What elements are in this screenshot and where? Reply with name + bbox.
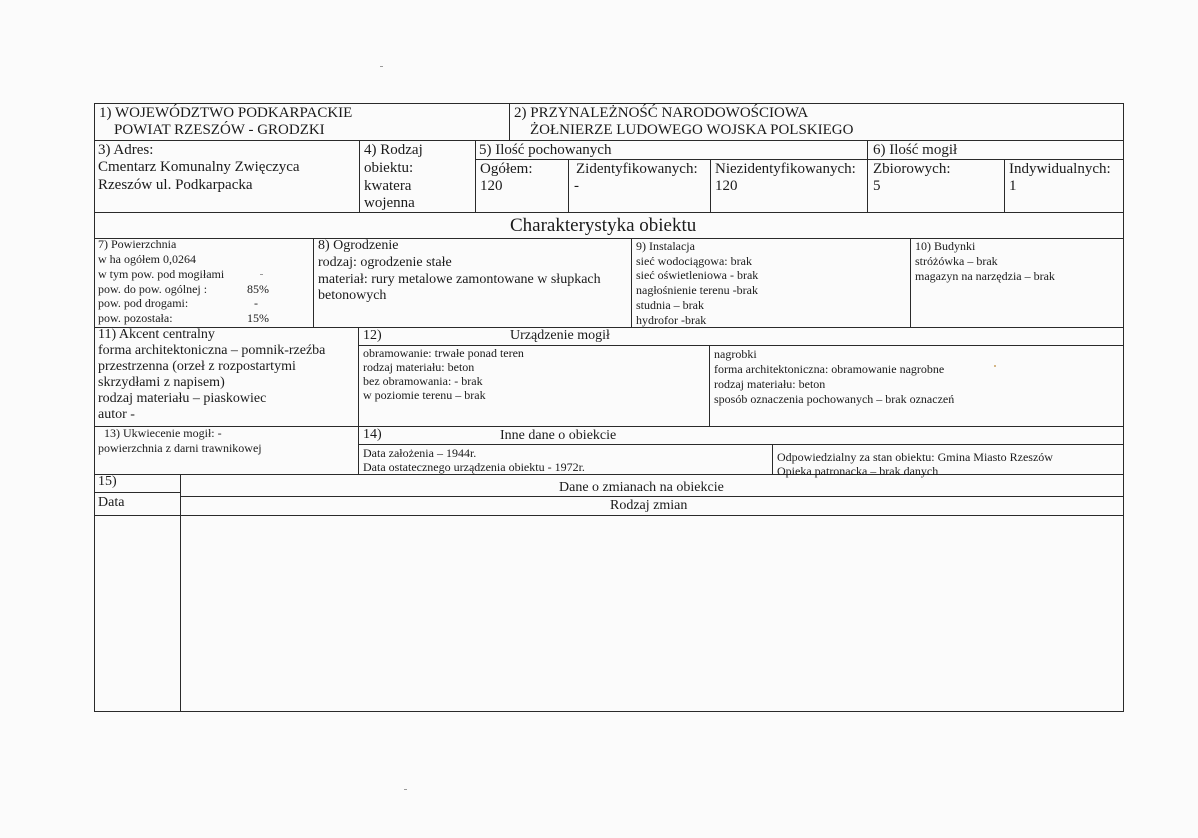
divider-5-6 bbox=[867, 140, 868, 212]
divider-row1 bbox=[509, 103, 510, 140]
divider-14-inner bbox=[772, 444, 773, 474]
installation-light: sieć oświetleniowa - brak bbox=[636, 268, 759, 282]
divider-8-9 bbox=[631, 238, 632, 327]
divider-zident bbox=[710, 159, 711, 212]
line-header-bottom bbox=[94, 515, 1124, 516]
border-bottom bbox=[94, 711, 1124, 712]
accent-line-2: przestrzenna (orzeł z rozpostartymi bbox=[98, 359, 296, 374]
divider-zbiorowych bbox=[1004, 159, 1005, 212]
buried-unidentified-value: 120 bbox=[715, 178, 738, 194]
divider-4-5 bbox=[475, 140, 476, 212]
area-roads-value: - bbox=[254, 296, 258, 310]
border-top bbox=[94, 103, 1124, 104]
grave-devices-left-1: obramowanie: trwałe ponad teren bbox=[363, 346, 524, 360]
buried-unidentified-label: Niezidentyfikowanych: bbox=[715, 161, 856, 177]
grave-devices-right-1: nagrobki bbox=[714, 347, 757, 361]
accent-label: 11) Akcent centralny bbox=[98, 327, 215, 342]
installation-sound: nagłośnienie terenu -brak bbox=[636, 283, 758, 297]
divider-3-4 bbox=[359, 140, 360, 212]
accent-line-1: forma architektoniczna – pomnik-rzeźba bbox=[98, 343, 326, 358]
installation-label: 9) Instalacja bbox=[636, 239, 695, 253]
buildings-guardhouse: stróżówka – brak bbox=[915, 254, 998, 268]
graves-individual-value: 1 bbox=[1009, 178, 1017, 194]
line-row1-bottom bbox=[94, 140, 1124, 141]
line-row5-bottom bbox=[94, 474, 1124, 475]
greenery-line-1: 13) Ukwiecenie mogił: - bbox=[104, 426, 222, 440]
other-title: Inne dane o obiekcie bbox=[500, 428, 617, 443]
area-rest-value: 15% bbox=[247, 311, 269, 325]
graves-individual-label: Indywidualnych: bbox=[1009, 161, 1111, 177]
voivodeship-label: 1) WOJEWÓDZTWO PODKARPACKIE bbox=[99, 105, 353, 121]
address-label: 3) Adres: bbox=[98, 142, 154, 158]
divider-11-12 bbox=[358, 327, 359, 474]
scan-speck bbox=[380, 66, 383, 67]
scan-speck bbox=[404, 789, 407, 790]
accent-line-4: rodzaj materiału – piaskowiec bbox=[98, 391, 267, 406]
divider-12-inner bbox=[709, 345, 710, 426]
installation-water: sieć wodociągowa: brak bbox=[636, 254, 752, 268]
address-line-1: Cmentarz Komunalny Zwięczyca bbox=[98, 159, 300, 175]
installation-hydrophore: hydrofor -brak bbox=[636, 313, 707, 327]
grave-devices-title: Urządzenie mogił bbox=[510, 328, 610, 343]
divider-7-8 bbox=[313, 238, 314, 327]
divider-ogolem bbox=[568, 159, 569, 212]
grave-devices-left-4: w poziomie terenu – brak bbox=[363, 388, 486, 402]
nationality-label: 2) PRZYNALEŻNOŚĆ NARODOWOŚCIOWA bbox=[514, 105, 809, 121]
buildings-label: 10) Budynki bbox=[915, 239, 976, 253]
grave-devices-right-4: sposób oznaczenia pochowanych – brak oznaczeń bbox=[714, 392, 955, 406]
accent-line-3: skrzydłami z napisem) bbox=[98, 375, 225, 390]
area-ratio-label: pow. do pow. ogólnej : bbox=[98, 282, 208, 296]
area-label: 7) Powierzchnia bbox=[98, 237, 177, 251]
area-roads-label: pow. pod drogami: bbox=[98, 296, 189, 310]
object-type-label-2: obiektu: bbox=[364, 160, 414, 176]
buildings-storage: magazyn na narzędzia – brak bbox=[915, 269, 1055, 283]
buried-total-label: Ogółem: bbox=[480, 161, 533, 177]
changes-date-header: Data bbox=[98, 495, 125, 510]
line-14-header bbox=[358, 444, 1124, 445]
graves-collective-label: Zbiorowych: bbox=[873, 161, 951, 177]
greenery-line-2: powierzchnia z darni trawnikowej bbox=[98, 441, 262, 455]
grave-devices-right-3: rodzaj materiału: beton bbox=[714, 377, 826, 391]
nationality-value: ŻOŁNIERZE LUDOWEGO WOJSKA POLSKIEGO bbox=[530, 122, 854, 138]
area-total: w ha ogółem 0,0264 bbox=[98, 252, 196, 266]
buried-identified-label: Zidentyfikowanych: bbox=[576, 161, 698, 177]
object-type-value-1: kwatera bbox=[364, 178, 412, 194]
fence-material-2: betonowych bbox=[318, 288, 387, 303]
divider-date-column bbox=[180, 474, 181, 712]
graves-collective-value: 5 bbox=[873, 178, 881, 194]
grave-devices-left-3: bez obramowania: - brak bbox=[363, 374, 483, 388]
changes-title: Dane o zmianach na obiekcie bbox=[559, 480, 724, 495]
grave-devices-number: 12) bbox=[363, 328, 382, 343]
fence-material-1: materiał: rury metalowe zamontowane w słupkach bbox=[318, 272, 601, 287]
object-type-label-1: 4) Rodzaj bbox=[364, 142, 423, 158]
graves-label: 6) Ilość mogił bbox=[873, 142, 958, 158]
line-date-left bbox=[94, 492, 180, 493]
address-line-2: Rzeszów ul. Podkarpacka bbox=[98, 177, 253, 193]
object-type-value-2: wojenna bbox=[364, 195, 415, 211]
area-rest-label: pow. pozostała: bbox=[98, 311, 173, 325]
accent-line-5: autor - bbox=[98, 407, 135, 422]
other-founded: Data założenia – 1944r. bbox=[363, 446, 477, 460]
area-under-graves: w tym pow. pod mogiłami bbox=[98, 267, 225, 281]
line-row4-bottom bbox=[94, 426, 1124, 427]
grave-devices-right-2: forma architektoniczna: obramowanie nagrobne bbox=[714, 362, 945, 376]
section-title: Charakterystyka obiektu bbox=[510, 215, 697, 236]
buried-total-value: 120 bbox=[480, 178, 503, 194]
line-15-mid bbox=[180, 496, 1124, 497]
buried-identified-value: - bbox=[574, 178, 579, 194]
area-ratio-value: 85% bbox=[247, 282, 269, 296]
buried-label: 5) Ilość pochowanych bbox=[479, 142, 612, 158]
district-label: POWIAT RZESZÓW - GRODZKI bbox=[114, 122, 325, 138]
other-responsible: Odpowiedzialny za stan obiektu: Gmina Miasto Rzeszów bbox=[777, 450, 1053, 464]
border-left bbox=[94, 103, 95, 712]
installation-well: studnia – brak bbox=[636, 298, 704, 312]
other-number: 14) bbox=[363, 427, 382, 442]
other-final-arrangement: Data ostatecznego urządzenia obiektu - 1972r. bbox=[363, 460, 585, 474]
changes-kind-header: Rodzaj zmian bbox=[610, 498, 688, 513]
fence-type: rodzaj: ogrodzenie stałe bbox=[318, 255, 452, 270]
line-subheader bbox=[475, 159, 1124, 160]
fence-label: 8) Ogrodzenie bbox=[318, 238, 399, 253]
grave-devices-left-2: rodzaj materiału: beton bbox=[363, 360, 475, 374]
line-row2-bottom bbox=[94, 212, 1124, 213]
divider-9-10 bbox=[910, 238, 911, 327]
scan-speck bbox=[994, 365, 996, 367]
other-patronage: Opieka patronacka – brak danych bbox=[777, 464, 939, 478]
scan-speck bbox=[260, 274, 263, 275]
changes-number: 15) bbox=[98, 474, 117, 489]
border-right bbox=[1123, 103, 1124, 712]
